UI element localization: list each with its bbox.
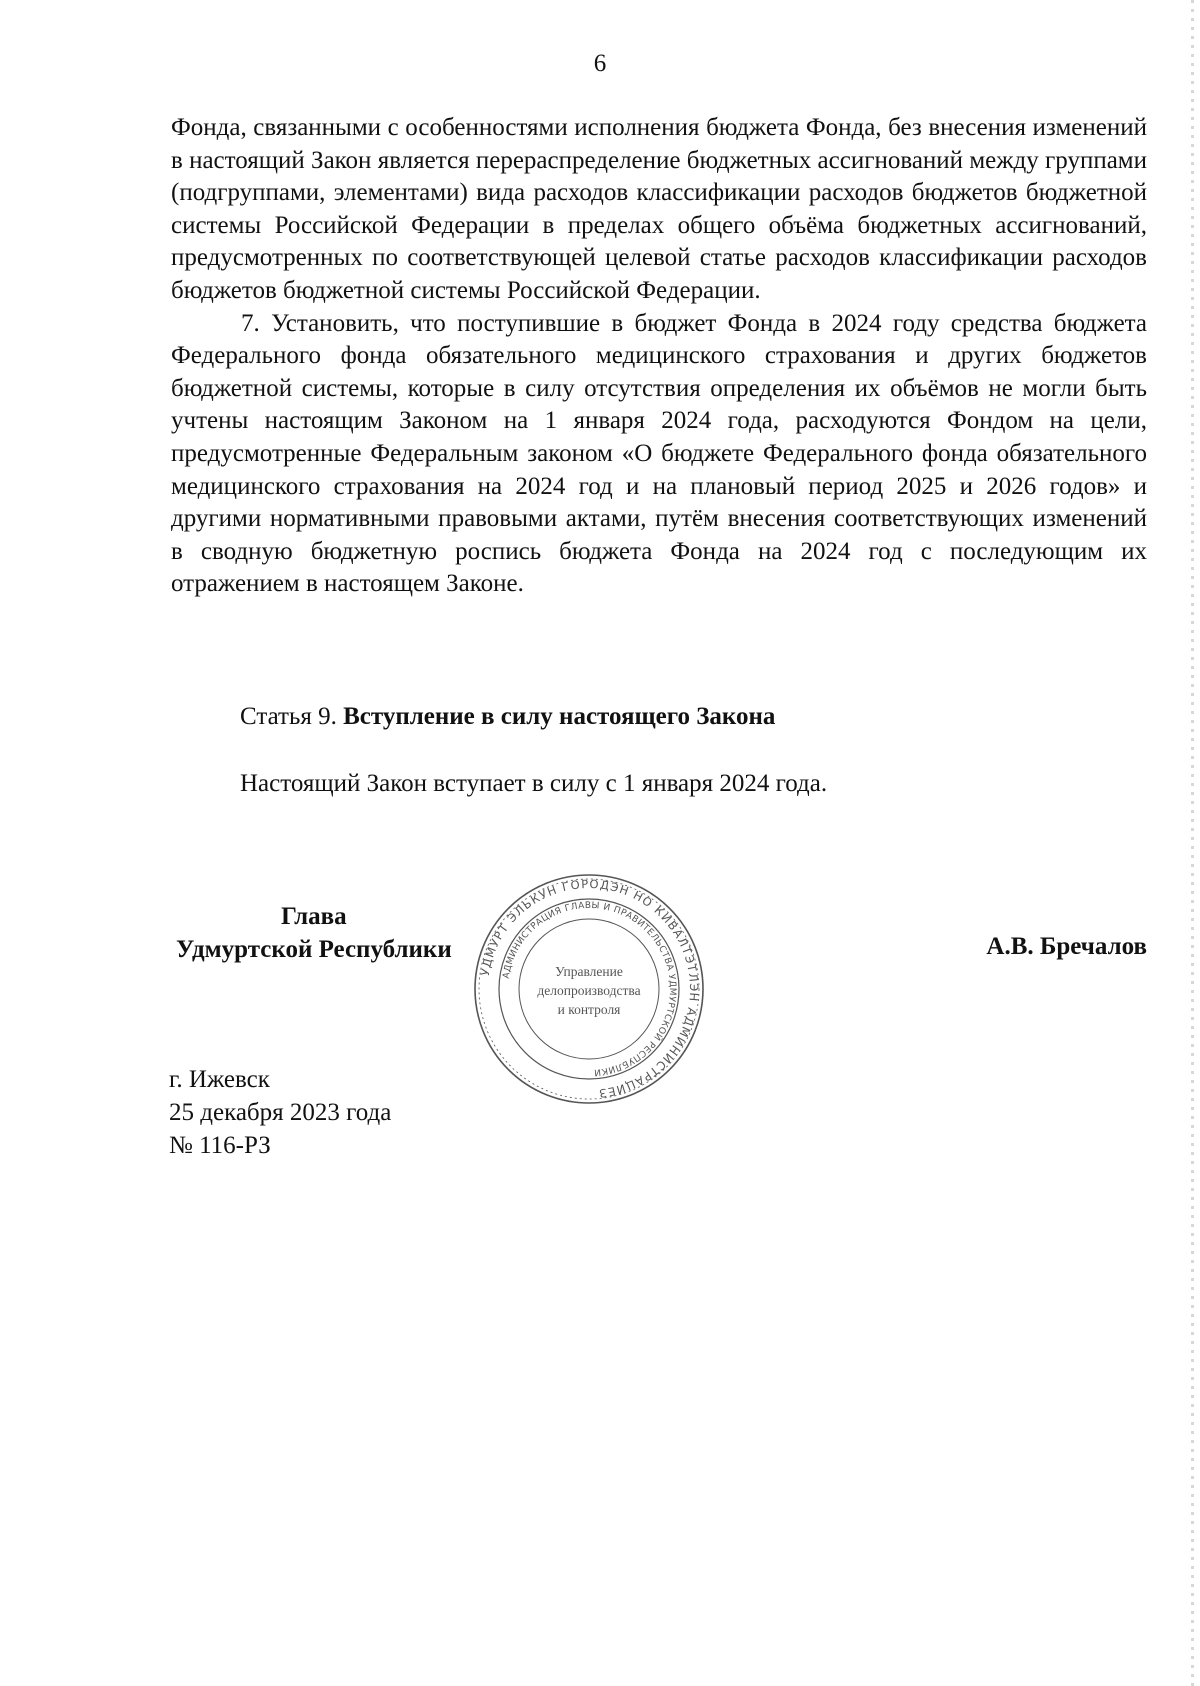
signatory-name: А.В. Бречалов xyxy=(986,933,1147,960)
law-number: № 116-РЗ xyxy=(169,1132,271,1159)
place-date-number xyxy=(169,1063,391,1162)
page-number: 6 xyxy=(593,50,607,77)
official-seal xyxy=(472,872,706,1106)
seal-inner-text: АДМИНИСТРАЦИЯ ГЛАВЫ И ПРАВИТЕЛЬСТВА УДМУРТСКОЙ РЕСПУБЛИКИ xyxy=(501,900,678,1077)
paragraph-item-7: 7. Установить, что поступившие в бюджет Фонда в 2024 году средства бюджета Федерального фонда обязательного медицинского страхования и других бюджетов бюджетной системы, которые в силу отсутствия определения их объёмов не могли быть учтены настоящим Законом на 1 января 2024 года, расходуются Фондом на цели, предусмотренные Федеральным законом «О бюджете Федерального фонда обязательного медицинского страхования на 2024 год и на плановый период 2025 и 2026 годов» и другими нормативными правовыми актами, путём внесения соответствующих изменений в сводную бюджетную роспись бюджета Фонда на 2024 год с последующим их отражением в настоящем Законе. xyxy=(171,309,1147,598)
paragraph-continuation: Фонда, связанными с особенностями исполнения бюджета Фонда, без внесения изменений в настоящий Закон является перераспределение бюджетных ассигнований между группами (подгруппами, элементами) вида расходов классификации расходов бюджетов бюджетной системы Российской Федерации в пределах общего объёма бюджетных ассигнований, предусмотренных по соответствующей целевой статье расходов классификации расходов бюджетов бюджетной системы Российской Федерации. xyxy=(171,114,1147,304)
document-body xyxy=(171,112,1147,601)
seal-center-line1: Управление xyxy=(555,964,623,979)
signatory-position-line1: Глава xyxy=(281,903,347,930)
seal-center-line2: делопроизводства xyxy=(537,983,641,998)
place-city: г. Ижевск xyxy=(169,1066,270,1093)
seal-outer-text: УДМУРТ ЭЛЬКУН ГОРОДЭН НО КИВАЛТЭТЛЭН АДМИНИСТРАЦИЕЗ xyxy=(477,876,702,1101)
article-title: Вступление в силу настоящего Закона xyxy=(343,703,776,730)
article-heading xyxy=(240,703,775,731)
article-label: Статья 9. xyxy=(240,703,337,730)
seal-center-line3: и контроля xyxy=(557,1002,621,1017)
signatory-position xyxy=(176,900,452,966)
signatory-position-line2: Удмуртской Республики xyxy=(176,936,452,963)
scan-edge-artifact xyxy=(1191,0,1194,1686)
article-text: Настоящий Закон вступает в силу с 1 января 2024 года. xyxy=(240,770,828,797)
place-date: 25 декабря 2023 года xyxy=(169,1099,392,1126)
